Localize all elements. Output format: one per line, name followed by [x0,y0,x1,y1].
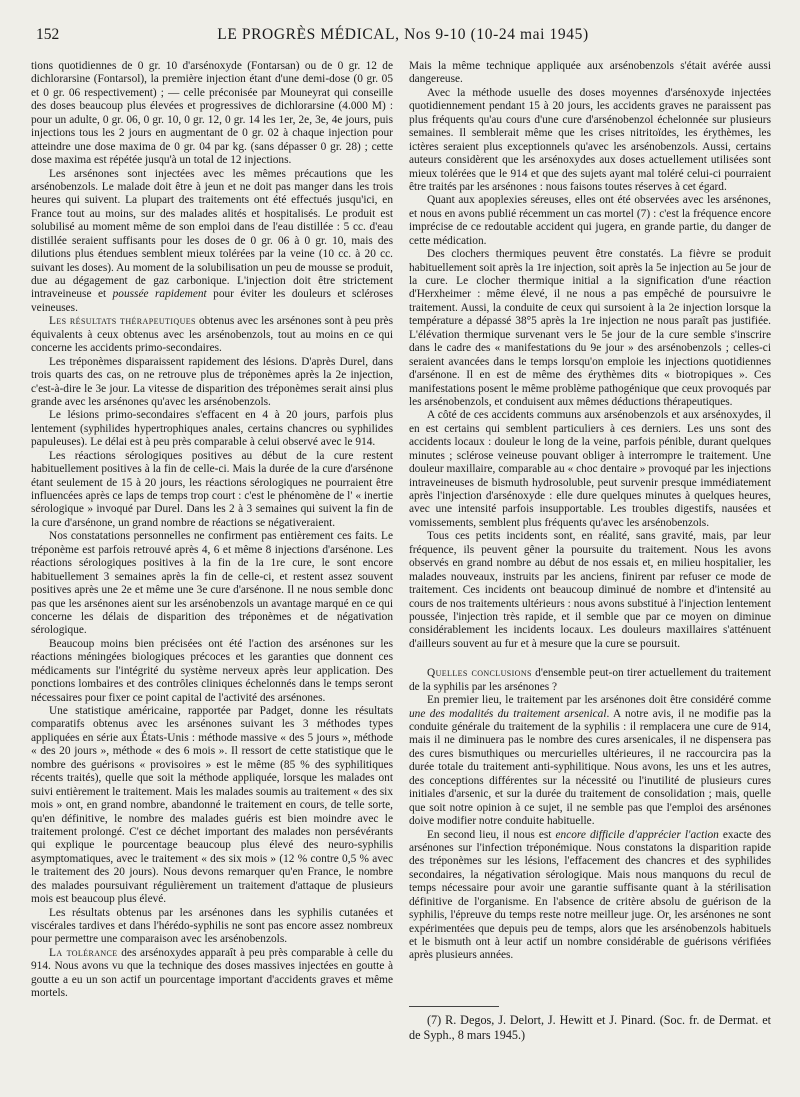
paragraph-text: tions quotidiennes de 0 gr. 10 d'arsénoxyde (Fontarsan) ou de 0 gr. 12 de dichlorarsine (Fontarsol), la première injection étant d'une demi-dose (0 gr. 05 et 0 gr. 06 respectivement) ; — celle préconisée par Mouneyrat qui conseille des doses beaucoup plus élevées et progressives de dichlorarsine (4.000 M) : pour un adulte, 0 gr. 06, 0 gr. 10, 0 gr. 12, 0 gr. 14 les 1er, 2e, 3e, 4e jours, puis injections tous les 2 jours en augmentant de 0 gr. 02 à chaque injection pour atteindre une dose maxima de 0 gr. 04 par kg. (sans dépasser 0 gr. 28) ; cette dose maxima est répétée jusqu'à un total de 12 injections. [31,60,393,167]
page-number: 152 [36,26,60,43]
paragraph-text: Avec la méthode usuelle des doses moyennes d'arsénoxyde injectées quotidiennement pendant 15 à 20 jours, les accidents graves ne paraissent pas plus fréquents qu'au cours d'une cure d'arsénobenzol échelonnée sur plusieurs semaines. Il semblerait même que les crises nitritoïdes, les érythèmes, les ictères seraient plus exceptionnels qu'avec les arsénobenzols. Aussi, certains auteurs considèrent que les arsénoxydes aux doses actuellement utilisées sont mieux tolérées que le 914 et que des sujets ayant mal toléré celui-ci pourraient être traités par les arsénones : nous faisons toutes réserves à cet égard. [409,86,771,193]
paragraph [31,705,393,907]
paragraph-text: En premier lieu, le traitement par les arsénones doit être considéré comme [427,694,771,707]
paragraph [31,947,393,1001]
paragraph-text: d'ensemble peut-on tirer actuellement du traitement de la syphilis par les arsénones ? [409,667,771,693]
paragraph-text: Les résultats obtenus par les arsénones dans les syphilis cutanées et viscérales tardives et dans l'hérédo-syphilis ne sont pas encore assez nombreux pour permettre une comparaison avec les arsénobenzols. [31,906,393,946]
paragraph [31,907,393,947]
paragraph-text: obtenus avec les arsénones sont à peu près équivalents à ceux obtenus avec les arsénobenzols, tout au moins en ce qui concerne les accidents primo-secondaires. [31,315,393,355]
paragraph-text: Mais la même technique appliquée aux arsénobenzols s'était avérée aussi dangereuse. [409,60,771,86]
paragraph [409,194,771,248]
paragraph [31,638,393,705]
paragraph-lead: La tolérance [49,946,118,959]
emphasis-text: une des modalités du traitement arsenical [409,707,607,720]
paragraph-text: Les réactions sérologiques positives au début de la cure restent habituellement positives à la fin de celle-ci. Mais la durée de la cure d'arsénone étant seulement de 15 à 20 jours, les réactions sérologiques ne pourraient être influencées après ce laps de temps trop court : c'est le phénomène de l' « inertie sérologique » invoqué par Durel. Dans les 2 à 3 semaines qui suivent la fin de la cure d'arsénone, un grand nombre de réactions se négativeraient. [31,449,393,529]
paragraph [31,530,393,638]
right-column [409,60,771,963]
paragraph-text: En second lieu, il nous est [427,828,556,841]
paragraph-text: A côté de ces accidents communs aux arsénobenzols et aux arsénoxydes, il en est certains qui semblent particuliers à ces derniers. Les uns sont des accidents locaux : douleur le long de la veine, parfois pénible, durant quelques minutes ; sclérose veineuse pouvant obliger à interrompre le traitement. Une douleur maxillaire, comparable au « choc dentaire » provoqué par les injections intraveineuses de bismuth hydrosoluble, peut survenir presque immédiatement après l'injection d'arsénoxyde : elle dure quelques minutes à quelques heures, avec une intensité parfois insupportable. Les troubles digestifs, nausées et vomissements, semblent plus fréquents qu'avec les arsénobenzols. [409,409,771,529]
emphasis-text: encore difficile d'apprécier l'action [555,828,719,841]
paragraph-lead: Quelles conclusions [427,667,532,680]
emphasis-text: poussée rapidement [112,288,207,301]
journal-title: LE PROGRÈS MÉDICAL, Nos 9-10 (10-24 mai 1945) [217,26,589,43]
paragraph-text: Une statistique américaine, rapportée par Padget, donne les résultats comparatifs obtenus avec les arsénones suivant les 3 méthodes types appliquées en série aux États-Unis : méthode massive « des 5 jours », méthode « des 20 jours », méthode « des 6 mois ». Il ressort de cette statistique que le nombre des guérisons « provisoires » est le même (85 % des syphilitiques récents traités), quelle que soit la méthode appliquée, lorsque les malades ont suivi entièrement le traitement. Mais les malades soumis au traitement « des six mois » ont, en grand nombre, abandonné le traitement en cours, de telle sorte, qu'en définitive, le nombre des malades guéris est bien moindre avec le traitement prolongé. C'est ce déchet important des malades non persévérants qui explique le pourcentage beaucoup plus élevé des neuro-syphilis asymptomatiques, avec le traitement « des six mois » (12 % contre 0,5 % avec le traitement des 20 jours). Nous devons remarquer qu'en France, le nombre des malades poursuivant régulièrement un traitement d'attaque de plusieurs mois est beaucoup plus élevé. [31,705,393,906]
paragraph-text: des arsénoxydes apparaît à peu près comparable à celle du 914. Nous avons vu que la technique des doses massives injectées en goutte à goutte a eu un son actif un pourcentage important d'accidents graves et même mortels. [31,946,394,1000]
paragraph-text: Des clochers thermiques peuvent être constatés. La fièvre se produit habituellement soit après la 1re injection, soit après la 5e injection au 5e jour de la cure. Le clocher thermique initial a la signification d'une réaction d'Herxheimer : même élevé, il ne nous a pas empêché de poursuivre le traitement. Aussi, la conduite de ceux qui sursoient à la 2e injection lorsque la température a dépassé 38°5 après la 1re injection ne nous paraît pas justifiée. L'élévation thermique survenant vers le 5e jour de la cure semble s'inscrire dans le cadre des « manifestations du 9e jour » des arsénobenzols ; celles-ci seraient avancées dans le temps lorsqu'on emploie les injections quotidiennes d'arsénone. Il en est de même des érythèmes dits « biotropiques ». Ces manifestations posent le même problème pathogénique que ceux provoqués par les arsénobenzols, et conduisent aux mêmes déductions thérapeutiques. [409,248,771,408]
footnote-rule [409,1006,499,1007]
paragraph [31,168,393,316]
footnote: (7) R. Degos, J. Delort, J. Hewitt et J. Pinard. (Soc. fr. de Dermat. et de Syph., 8 mars 1945.) [409,1013,771,1042]
paragraph [409,694,771,828]
paragraph [409,530,771,651]
paragraph [409,248,771,409]
paragraph [409,60,771,87]
paragraph-text: Quant aux apoplexies séreuses, elles ont été observées avec les arsénones, et nous en avons publié récemment un cas mortel (7) : c'est la fréquence encore imprécise de ce redoutable accident qui jugera, en grande partie, du danger de cette médication. [409,194,771,247]
paragraph-text: Les arsénones sont injectées avec les mêmes précautions que les arsénobenzols. Le malade doit être à jeun et ne doit pas manger dans les trois heures qui suivent. La plupart des traitements ont été effectués jusqu'ici, en France tout au moins, sur des malades alités et hospitalisés. Le produit est solubilisé au moment même de son emploi dans de l'eau distillée : 5 cc. d'eau distillée seraient suffisants pour les doses de 0 gr. 06 à 0 gr. 10, mais des dilutions plus étendues semblent mieux tolérées par la veine (10 cc. à 20 cc. suivant les doses). Au moment de la solubilisation un peu de mousse se produit, due au dégagement de gaz carbonique. L'injection doit être strictement intraveineuse et [31,167,394,301]
paragraph-text: Tous ces petits incidents sont, en réalité, sans gravité, mais, par leur fréquence, ils peuvent gêner la poursuite du traitement. Nous les avons observés en grand nombre au début de nos essais et, en milieu hospitalier, les malades nouveaux, instruits par les anciens, finirent par refuser ce mode de traitement. Ces incidents ont beaucoup diminué de nombre et d'intensité au cours de nos traitements ultérieurs : nous avons substitué à l'injection lentement poussée, l'injection très rapide, et il semble que par ce moyen on diminue considérablement les incidents locaux. Les douleurs maxillaires s'atténuent d'ailleurs souvent au fur et à mesure que la cure se poursuit. [409,530,771,650]
paragraph [409,667,771,694]
paragraph-text: Le lésions primo-secondaires s'effacent en 4 à 20 jours, parfois plus lentement (syphilides hypertrophiques anales, certains chancres ou syphilides papuleuses). Le délai est à peu près comparable à celui observé avec le 914. [31,409,393,449]
paragraph-text-tail: . A notre avis, il ne modifie pas la conduite générale du traitement de la syphilis : il remplacera une cure de 914, mais il ne diminuera pas le nombre des cures arsenicales, il ne dispensera pas des cures bismuthiques ou mercurielles ultérieures, il ne raccourcira pas la durée totale du traitement anti-syphilitique. Nous avons, les uns et les autres, des conceptions différentes sur la nécessité ou l'inutilité de plusieurs cures initiales d'arsenic, et sur la durée du traitement de consolidation ; mais, quelle que soit notre opinion à ce sujet, il ne semble pas que l'emploi des arsénones doive modifier notre conduite habituelle. [409,707,772,828]
left-column [31,60,393,1001]
paragraph [31,450,393,531]
paragraph [31,356,393,410]
paragraph-text: Nos constatations personnelles ne confirment pas entièrement ces faits. Le tréponème est parfois retrouvé après 4, 6 et même 8 injections d'arsénone. Les réactions sérologiques positives à la fin de la 1re cure, le sont encore habituellement 3 semaines après la fin de celle-ci, et restent assez souvent positives après une 2e et même une 3e cure d'arsénone. Il ne nous semble donc pas que les arsénones aient sur les arsénobenzols un avantage marqué en ce qui concerne les délais de disparition des tréponèmes et de négativation sérologique. [31,530,393,637]
paragraph-lead: Les résultats thérapeutiques [49,315,196,328]
running-header [36,26,770,46]
paragraph [31,409,393,449]
paragraph-text-tail: exacte des arsénones sur l'infection tréponémique. Nous constatons la disparition rapide des tréponèmes sur les lésions, l'effacement des chancres et des syphilides secondaires, la négativation sérologique. Mais nous manquons du recul de temps nécessaire pour avoir une garantie suffisante quant à la stérilisation définitive de l'organisme. En l'absence de critère absolu de guérison de la syphilis, l'épreuve du temps reste notre meilleur juge. Or, les arsénones ne sont expérimentées que depuis peu de temps, alors que les arsénobenzols habituels et le bismuth ont à leur actif un nombre considérable de guérisons vérifiées après plusieurs années. [409,828,771,962]
paragraph [31,315,393,355]
paragraph-text: Beaucoup moins bien précisées ont été l'action des arsénones sur les réactions méningées biologiques précoces et les garanties que donnent ces médicaments sur l'intégrité du système nerveux après leur application. Des ponctions lombaires et des contrôles cliniques échelonnés dans le temps seront nécessaires pour fixer ce point capital de l'activité des arsénones. [31,637,393,704]
paragraph [409,409,771,530]
paragraph [31,60,393,168]
paragraph-text: Les tréponèmes disparaissent rapidement des lésions. D'après Durel, dans trois quarts des cas, on ne retrouve plus de tréponèmes après la 2e injection, c'est-à-dire le 3e jour. La vitesse de disparition des tréponèmes serait ainsi plus grande avec les arsénones qu'avec les arsénobenzols. [31,355,393,408]
paragraph-text-tail: pour éviter les douleurs et scléroses veineuses. [31,288,393,314]
paragraph [409,87,771,195]
paragraph [409,829,771,963]
